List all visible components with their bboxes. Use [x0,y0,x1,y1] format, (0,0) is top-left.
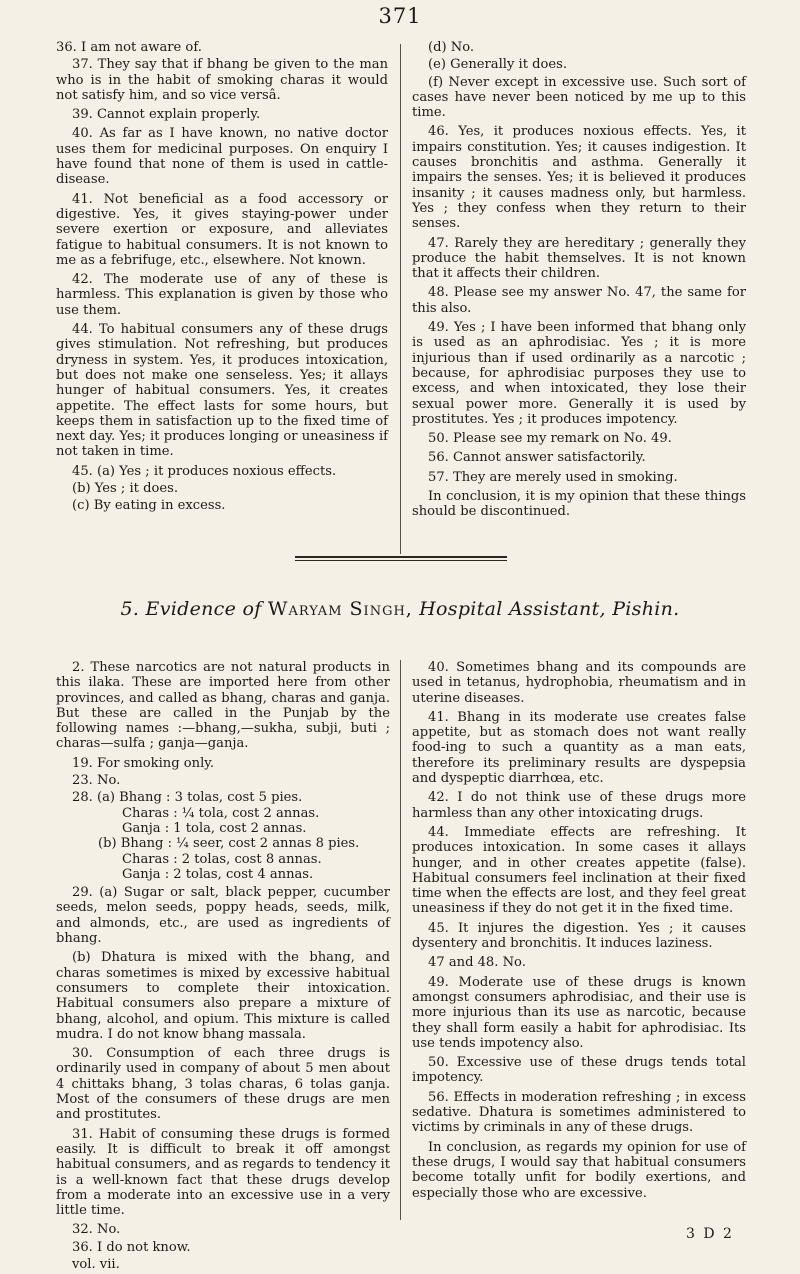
paragraph: 45. (a) Yes ; it produces noxious effects. [72,463,337,479]
paragraph: 30. Consumption of each three drugs is ordinarily used in company of about 5 men about 4 chittaks bhang, 3 tolas charas, 6 tolas ganja. Most of the consumers of these drugs are men and prostitutes. [56,1046,390,1123]
section-heading [0,598,800,620]
paragraph: 57. They are merely used in smoking. [428,469,678,485]
paragraph: 40. Sometimes bhang and its compounds are used in tetanus, hydrophobia, rheumatism and in uterine diseases. [412,660,746,706]
heading-suffix: Hospital Assistant, Pishin. [419,598,680,620]
volume-mark: vol. vii. [72,1256,120,1272]
page-number: 371 [378,4,422,28]
paragraph: 49. Moderate use of these drugs is known amongst consumers aphrodisiac, and their use is more injurious than its use as narcotic, because they shall form easily a habit for aphrodisiac. Its use tends impotency also. [412,974,746,1051]
paragraph: 47 and 48. No. [428,955,526,971]
paragraph: (e) Generally it does. [428,57,568,73]
paragraph: 44. To habitual consumers any of these drugs gives stimulation. Not refreshing, but produces dryness in system. Yes, it produces intoxication, but does not make one senseless. Yes; it allays hunger of habitual consumers. Yes, it creates appetite. The effect lasts for some hours, but keeps them in satisfaction up to the fixed time of next day. Yes; it produces longing or uneasiness if not taken in time. [56,322,388,460]
paragraph: 49. Yes ; I have been informed that bhang only is used as an aphrodisiac. Yes ; it is more injurious than if used ordinarily as a narcotic ; because, for aphrodisiac purposes they use to excess, and when intoxicated, they lose their sexual power more. Generally it is used by prostitutes. Yes ; it produces impotency. [412,320,746,427]
rate-line: Ganja : 2 tolas, cost 4 annas. [122,866,314,882]
section-divider [295,556,507,561]
paragraph: 37. They say that if bhang be given to the man who is in the habit of smoking charas it would not satisfy him, and so vice versâ. [56,57,388,103]
paragraph: 56. Effects in moderation refreshing ; in excess sedative. Dhatura is sometimes administered to victims by criminals in any of these drugs. [412,1089,746,1136]
signature-mark: 3 D 2 [686,1226,734,1242]
top-right-column [412,40,746,524]
paragraph: In conclusion, it is my opinion that these things should be discontinued. [412,489,746,520]
paragraph: 45. It injures the digestion. Yes ; it causes dysentery and bronchitis. It induces laziness. [412,920,746,952]
rate-line: (b) Bhang : ¼ seer, cost 2 annas 8 pies. [98,836,360,852]
bottom-left-column [56,660,390,1274]
paragraph: 29. (a) Sugar or salt, black pepper, cucumber seeds, melon seeds, poppy heads, seeds, milk, and almonds, etc., are used as ingredients of bhang. [56,885,390,947]
paragraph: 31. Habit of consuming these drugs is formed easily. It is difficult to break it off amongst habitual consumers, and as regards to tendency it is a well-known fact that these drugs develop from a moderate into an excessive use in a very little time. [56,1126,390,1219]
paragraph: 2. These narcotics are not natural products in this ilaka. These are imported here from other provinces, and called as bhang, charas and ganja. But these are called in the Punjab by the following names :—bhang,—sukha, subji, buti ; charas—sulfa ; ganja—ganja. [56,660,390,752]
bottom-right-column [412,660,746,1205]
paragraph: 32. No. [72,1222,121,1238]
heading-prefix: 5. Evidence of [120,598,262,620]
rate-line: Charas : ¼ tola, cost 2 annas. [122,805,320,821]
paragraph: 19. For smoking only. [72,755,215,771]
column-rule-bottom [400,660,401,1220]
witness-name: Waryam Singh, [267,598,413,620]
top-left-column [56,40,388,516]
rate-line: Ganja : 1 tola, cost 2 annas. [122,820,307,836]
rates-list [56,790,390,882]
paragraph: 44. Immediate effects are refreshing. It produces intoxication. In some cases it allays hunger, and in other creates appetite (false). Habitual consumers feel inclination at their fixed time when the effects are lost, and they feel great uneasiness if they do not get it in the fixed time. [412,824,746,917]
paragraph: 46. Yes, it produces noxious effects. Yes, it impairs constitution. Yes; it causes indigestion. It causes bronchitis and asthma. Generally it impairs the senses. Yes; it is believed it produces insanity ; it causes madness only, but harmless. Yes ; they confess when they return to their senses. [412,124,746,232]
paragraph: 50. Please see my remark on No. 49. [428,431,672,447]
paragraph: 41. Not beneficial as a food accessory or digestive. Yes, it gives staying-power under severe exertion or exposure, and alleviates fatigue to habitual consumers. It is not known to me as a febrifuge, etc., elsewhere. Not known. [56,191,388,268]
paragraph: 56. Cannot answer satisfactorily. [428,450,646,466]
paragraph: 48. Please see my answer No. 47, the same for this also. [412,285,746,316]
paragraph: 42. I do not think use of these drugs more harmless than any other intoxicating drugs. [412,790,746,821]
paragraph: (d) No. [428,40,475,55]
paragraph: (b) Dhatura is mixed with the bhang, and charas sometimes is mixed by excessive habitual consumers to complete their intoxication. Habitual consumers also prepare a mixture of bhang, alcohol, and opium. This mixture is called mudra. I do not know bhang massala. [56,950,390,1042]
paragraph: 42. The moderate use of any of these is harmless. This explanation is given by those who use them. [56,272,388,318]
rate-line: Charas : 2 tolas, cost 8 annas. [122,851,322,867]
paragraph: 36. I do not know. [72,1239,191,1255]
paragraph: (b) Yes ; it does. [72,481,178,497]
paragraph: 50. Excessive use of these drugs tends total impotency. [412,1055,746,1086]
paragraph: (c) By eating in excess. [72,498,226,514]
paragraph: 47. Rarely they are hereditary ; generally they produce the habit themselves. It is not known that it affects their children. [412,235,746,282]
column-rule-top [400,44,401,554]
paragraph: In conclusion, as regards my opinion for use of these drugs, I would say that habitual consumers become totally unfit for bodily exertions, and especially those who are excessive. [412,1139,746,1201]
paragraph: 39. Cannot explain properly. [72,107,261,123]
paragraph: 23. No. [72,773,121,789]
paragraph: 40. As far as I have known, no native doctor uses them for medicinal purposes. On enquiry I have found that none of them is used in cattle-disease. [56,126,388,188]
paragraph: 36. I am not aware of. [56,40,202,55]
paragraph: 41. Bhang in its moderate use creates false appetite, but as stomach does not want really food-ing to such a quantity as a man eats, therefore its preliminary results are dyspepsia and dyspeptic diarrhœa, etc. [412,709,746,787]
paragraph: (f) Never except in excessive use. Such sort of cases have never been noticed by me up to this time. [412,74,746,121]
rate-line: 28. (a) Bhang : 3 tolas, cost 5 pies. [72,790,303,806]
